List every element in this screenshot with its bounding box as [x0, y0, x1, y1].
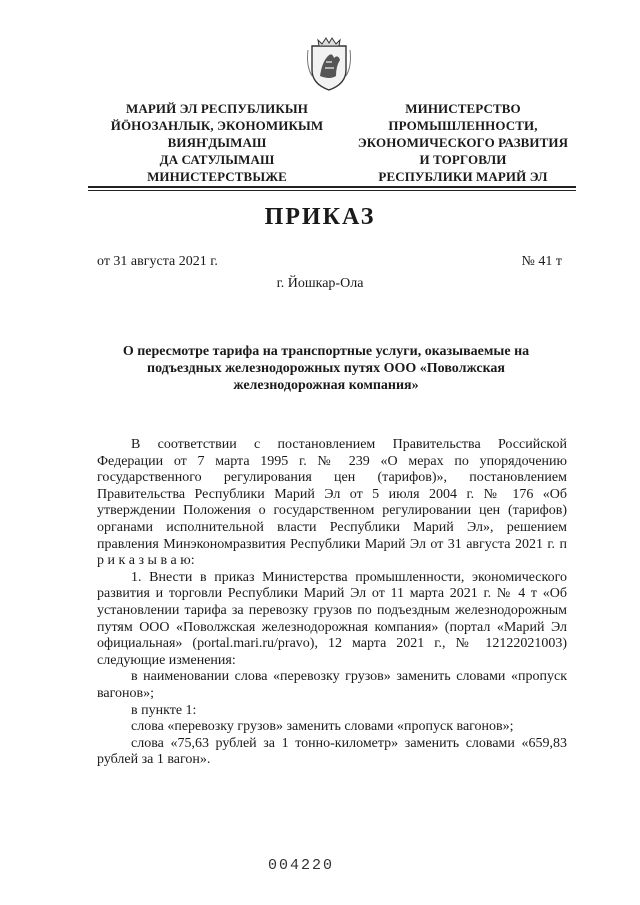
document-body — [97, 437, 567, 769]
header-divider-thin — [88, 190, 576, 191]
body-paragraph: в пункте 1: — [131, 702, 197, 718]
serial-number-stamp: 004220 — [268, 857, 335, 874]
body-paragraph: слова «75,63 рублей за 1 тонно-километр» заменить словами «659,83 рублей за 1 вагон». — [97, 735, 567, 768]
header-divider-thick — [88, 186, 576, 188]
header-right-russian — [338, 100, 588, 185]
header-right-line: ЭКОНОМИЧЕСКОГО РАЗВИТИЯ — [357, 135, 569, 150]
document-title: ПРИКАЗ — [264, 204, 376, 230]
header-left-line: МИНИСТЕРСТВЫЖЕ — [147, 169, 287, 184]
header-left-mari — [92, 100, 342, 185]
header-left-line: ЙӦНОЗАНЛЫК, ЭКОНОМИКЫМ — [110, 118, 324, 133]
body-paragraph: 1. Внести в приказ Министерства промышленности, экономического развития и торговли Республики Марий Эл от 11 марта 2021 г. № 4 т «Об установлении тарифа за перевозку грузов по подъездным железнодорожным путям ООО «Поволжская железнодорожная компания» (портал «Марий Эл официальная» (portal.mari.ru/pravo), 12 марта 2021 г., № 12122021003) следующие изменения: — [97, 569, 567, 668]
coat-of-arms-emblem — [304, 32, 354, 94]
header-right-line: ПРОМЫШЛЕННОСТИ, — [388, 118, 538, 133]
document-subject: О пересмотре тарифа на транспортные услуги, оказываемые на подъездных железнодорожных путях ООО «Поволжская железнодорожная компания» — [122, 344, 530, 393]
document-date: от 31 августа 2021 г. — [97, 254, 218, 269]
body-paragraph: в наименовании слова «перевозку грузов» заменить словами «пропуск вагонов»; — [97, 669, 567, 701]
body-paragraph: В соответствии с постановлением Правительства Российской Федерации от 7 марта 1995 г. № 239 «О мерах по упорядочению государственного регулирования цен (тарифов)», постановлением Правительства Республики Марий Эл от 5 июля 2004 г. № 176 «Об утверждении Положения о государственном регулировании цен (тарифов) органами исполнительной власти Республики Марий Эл», решением правления Минэкономразвития Республики Марий Эл от 31 августа 2021 г. п р и к а з ы в а ю: — [97, 437, 567, 569]
document-city: г. Йошкар-Ола — [276, 276, 364, 291]
header-left-line: ДА САТУЛЫМАШ — [159, 152, 275, 167]
header-left-line: ВИЯҤДЫМАШ — [167, 135, 267, 150]
body-paragraph: слова «перевозку грузов» заменить словами «пропуск вагонов»; — [131, 719, 514, 735]
header-right-line: МИНИСТЕРСТВО — [405, 101, 521, 116]
document-number: № 41 т — [521, 254, 562, 269]
header-left-line: МАРИЙ ЭЛ РЕСПУБЛИКЫН — [125, 101, 309, 116]
header-right-line: РЕСПУБЛИКИ МАРИЙ ЭЛ — [378, 169, 548, 184]
header-right-line: И ТОРГОВЛИ — [419, 152, 507, 167]
